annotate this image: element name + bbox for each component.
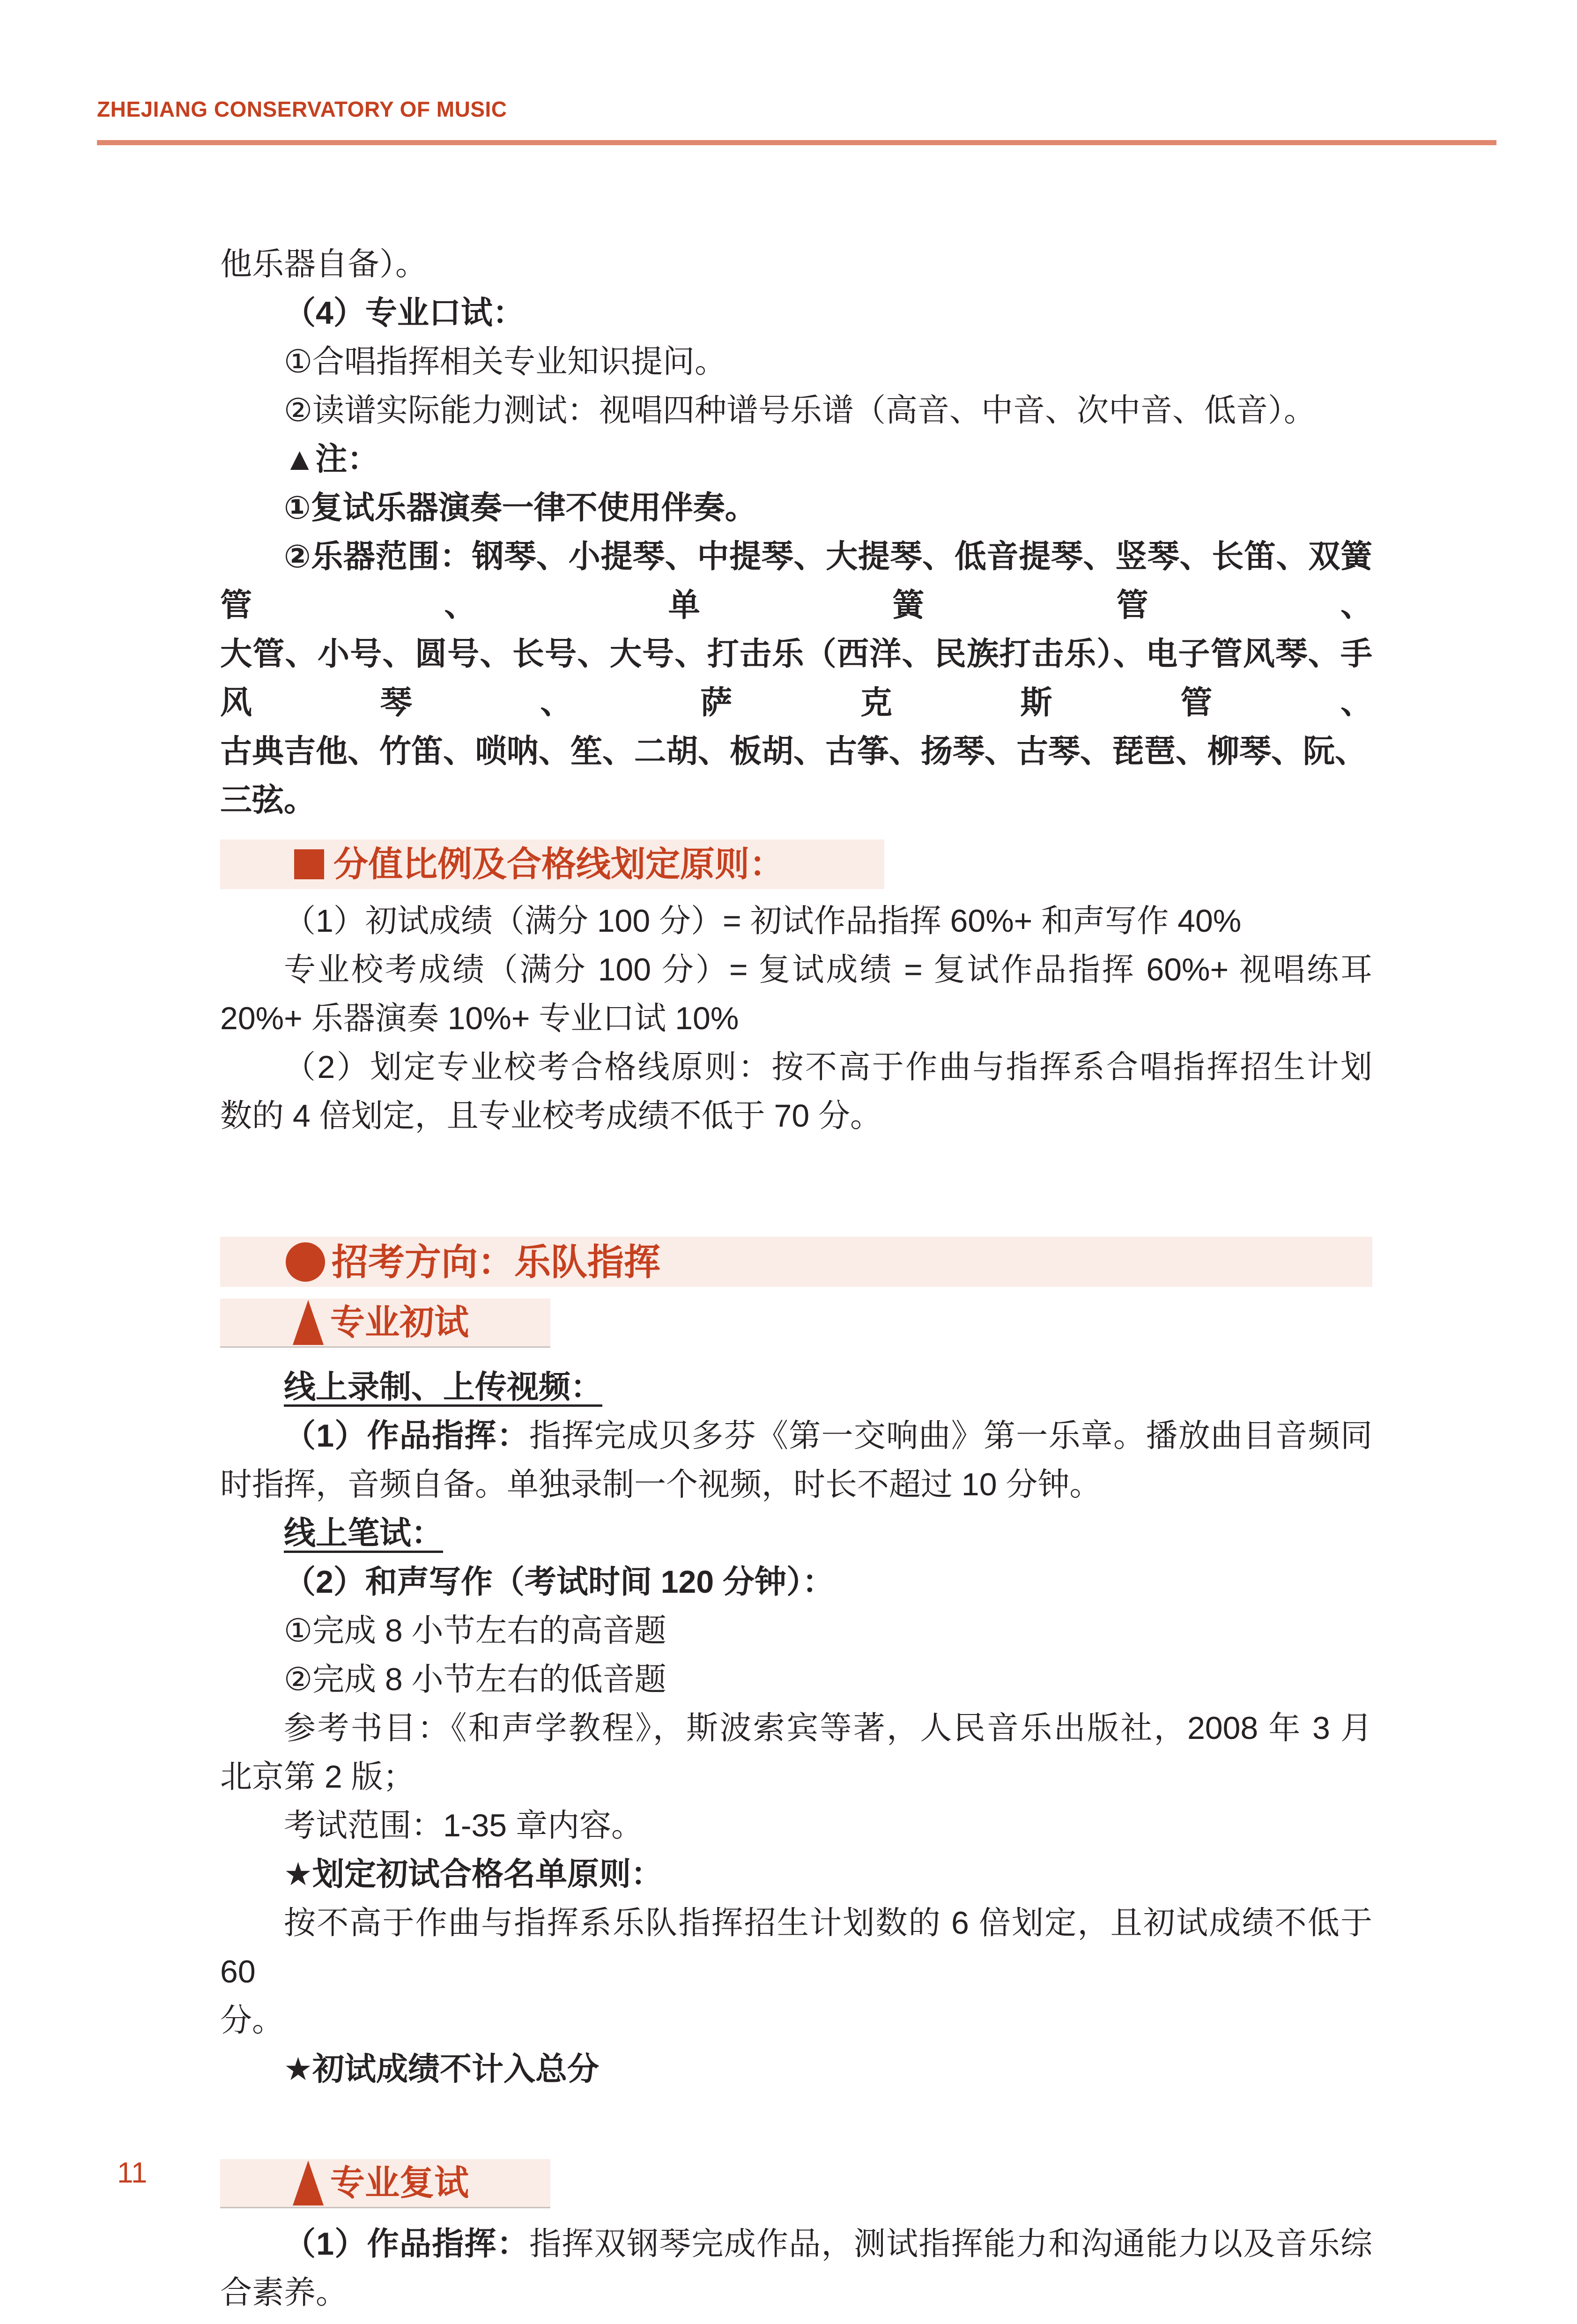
- round1-pass-list-paragraph: [220, 1899, 1372, 2045]
- document-body: [220, 240, 1372, 2317]
- score-rule-2-line-2: 20%+ 乐器演奏 10%+ 专业口试 10%: [220, 1001, 739, 1036]
- header-divider: [97, 140, 1496, 145]
- round1-pass-list-line-2: 分。: [220, 2003, 284, 2038]
- reference-line-2: 北京第 2 版；: [220, 1759, 415, 1795]
- note-item-1: ①复试乐器演奏一律不使用伴奏。: [284, 490, 757, 526]
- oral-exam-heading: （4）专业口试：: [284, 295, 525, 331]
- score-rule-1: （1）初试成绩（满分 100 分）= 初试作品指挥 60%+ 和声写作 40%: [284, 903, 1242, 939]
- round1-score-note-line: ★初试成绩不计入总分: [284, 2051, 599, 2087]
- score-rule-3-line-2: 数的 4 倍划定，且专业校考成绩不低于 70 分。: [220, 1098, 882, 1134]
- instrument-range-line-1: ②乐器范围：钢琴、小提琴、中提琴、大提琴、低音提琴、竖琴、长笛、双簧管、单簧管、: [220, 539, 1372, 623]
- round2-work-line-2: 合素养。: [220, 2275, 348, 2310]
- section-header-first-round: [220, 1299, 550, 1348]
- round1-work-line-1-text: 指挥完成贝多芬《第一交响曲》第一乐章。播放曲目音频同: [529, 1418, 1372, 1454]
- instrument-range-line-2: 大管、小号、圆号、长号、大号、打击乐（西洋、民族打击乐）、电子管风琴、手风琴、萨克斯管、: [220, 636, 1372, 720]
- oral-exam-item-2: ②读谱实际能力测试：视唱四种谱号乐谱（高音、中音、次中音、低音）。: [284, 393, 1316, 428]
- online-written-heading: 线上笔试：: [284, 1515, 444, 1551]
- harmony-item-1: ①完成 8 小节左右的高音题: [284, 1613, 666, 1648]
- triangle-bullet-icon: [293, 2161, 324, 2205]
- instrument-range-line-3: 古典吉他、竹笛、唢呐、笙、二胡、板胡、古筝、扬琴、古琴、琵琶、柳琴、阮、三弦。: [220, 734, 1367, 818]
- round1-work-line-2: 时指挥，音频自备。单独录制一个视频，时长不超过 10 分钟。: [220, 1467, 1102, 1502]
- round1-pass-list-line-1: 按不高于作曲与指挥系乐队指挥招生计划数的 6 倍划定，且初试成绩不低于 60: [220, 1905, 1372, 1990]
- continued-paragraph: 他乐器自备）。: [220, 246, 428, 282]
- round1-work-line-1: [220, 1411, 1372, 1460]
- page-title: ZHEJIANG CONSERVATORY OF MUSIC: [97, 97, 507, 121]
- exam-scope-line: 考试范围：1-35 章内容。: [284, 1808, 643, 1843]
- round2-work-conducting-paragraph: [220, 2220, 1372, 2317]
- score-rule-2: [220, 945, 1372, 1043]
- round2-work-label: （1）作品指挥：: [284, 2226, 530, 2262]
- round1-work-conducting-paragraph: [220, 1411, 1372, 1509]
- round1-work-label: （1）作品指挥：: [284, 1418, 530, 1454]
- round2-work-line-1: [220, 2220, 1372, 2268]
- circle-bullet-icon: [286, 1242, 325, 1282]
- section-header-score-ratio: [220, 839, 884, 889]
- square-bullet-icon: [294, 849, 324, 879]
- round1-pass-list-heading: ★划定初试合格名单原则：: [284, 1856, 663, 1892]
- section-title-first-round: 专业初试: [330, 1303, 469, 1342]
- note-heading: ▲注：: [284, 441, 379, 477]
- score-rule-3-line-1: （2）划定专业校考合格线原则：按不高于作曲与指挥系合唱指挥招生计划: [284, 1049, 1372, 1085]
- reference-books-paragraph: [220, 1704, 1372, 1801]
- section-title-direction: 招考方向：乐队指挥: [332, 1241, 661, 1283]
- section-header-direction: [220, 1237, 1372, 1287]
- section-title-score-ratio: 分值比例及合格线划定原则：: [333, 845, 784, 884]
- section-title-second-round: 专业复试: [330, 2163, 469, 2202]
- online-video-heading: 线上录制、上传视频：: [284, 1369, 603, 1405]
- oral-exam-item-1: ①合唱指挥相关专业知识提问。: [284, 344, 726, 379]
- round2-work-line-1-text: 指挥双钢琴完成作品，测试指挥能力和沟通能力以及音乐综: [529, 2226, 1372, 2262]
- score-rule-2-line-1: 专业校考成绩（满分 100 分）= 复试成绩 = 复试作品指挥 60%+ 视唱练耳: [284, 952, 1372, 988]
- section-header-second-round: [220, 2159, 550, 2208]
- reference-line-1: 参考书目：《和声学教程》，斯波索宾等著，人民音乐出版社，2008 年 3 月: [284, 1710, 1372, 1746]
- score-rule-3: [220, 1043, 1372, 1140]
- harmony-item-2: ②完成 8 小节左右的低音题: [284, 1662, 666, 1697]
- triangle-bullet-icon: [293, 1300, 324, 1345]
- page-number: 11: [117, 2157, 148, 2189]
- harmony-writing-heading: （2）和声写作（考试时间 120 分钟）：: [284, 1564, 835, 1600]
- instrument-range-paragraph: [220, 532, 1372, 824]
